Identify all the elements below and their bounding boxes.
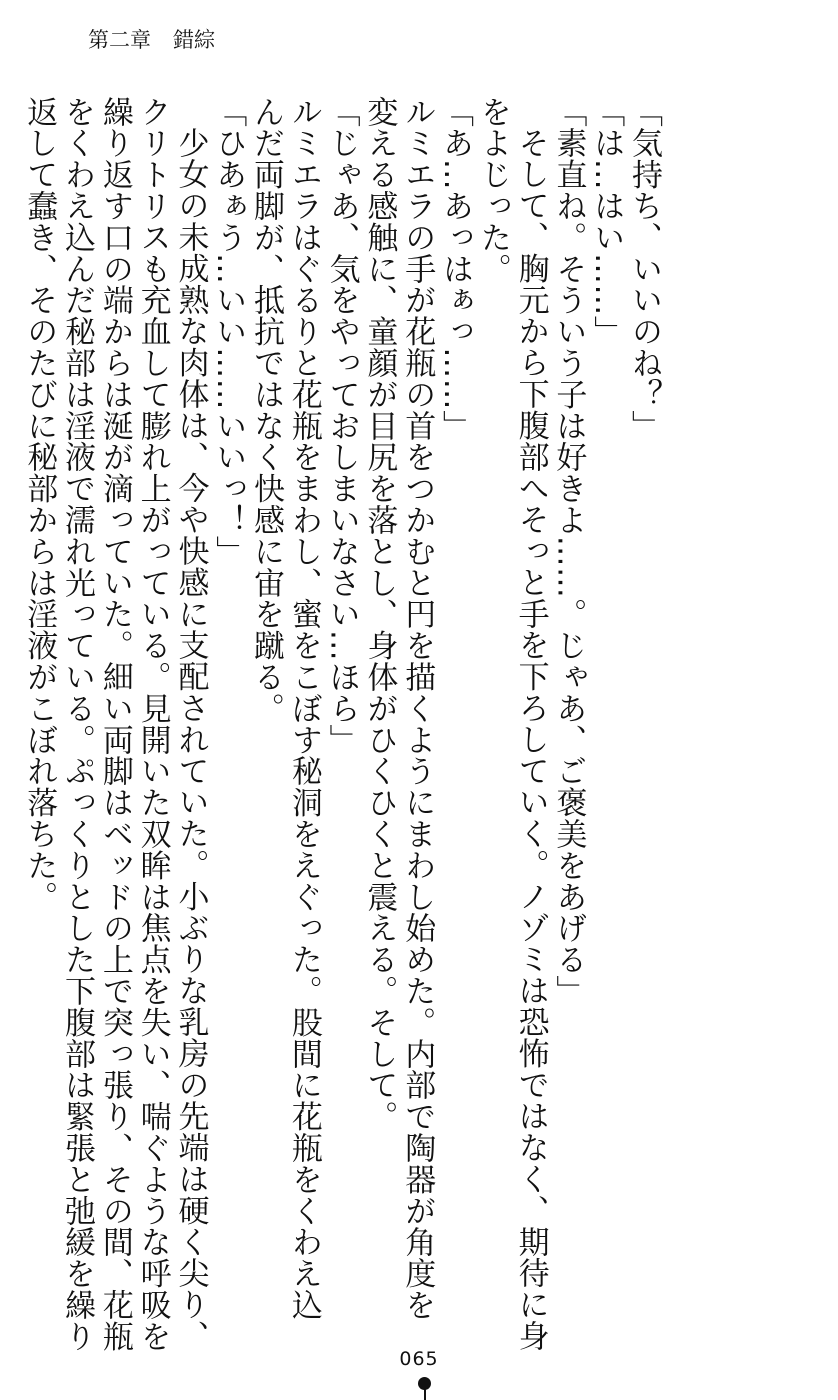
folio-stem [424,1389,426,1400]
text-line: クリトリスも充血して膨れ上がっている。見開いた双眸は焦点を失い、喘ぐような呼吸を [134,96,171,1352]
chapter-title: 錯綜 [173,28,215,52]
text-line: 「あ…あっはぁっ……」 [437,96,474,442]
text-line: 繰り返す口の端からは涎が滴っていた。細い両脚はベッドの上で突っ張り、その間、花瓶 [96,96,133,1352]
page-number: 065 [399,1348,439,1370]
chapter-number: 第二章 [88,28,151,52]
text-line: 返して蠢き、そのたびに秘部からは淫液がこぼれ落ちた。 [21,96,58,913]
text-line: 「ひあぁう…いい……いいっ！」 [210,96,247,567]
text-line: そして、胸元から下腹部へそっと手を下ろしていく。ノゾミは恐怖ではなく、期待に身 [512,127,549,1352]
text-line: をくわえ込んだ秘部は淫液で濡れ光っている。ぷっくりとした下腹部は緊張と弛緩を繰り [59,96,96,1352]
text-line: 「素直ね。そういう子は好きよ……。じゃあ、ご褒美をあげる」 [550,96,587,1007]
text-line: ルミエラの手が花瓶の首をつかむと円を描くようにまわし始めた。内部で陶器が角度を [399,96,436,1321]
text-line: 「は…はい……」 [588,96,625,348]
text-line: んだ両脚が、抵抗ではなく快感に宙を蹴る。 [248,96,285,724]
running-head [88,30,215,51]
text-line: 少女の未成熟な肉体は、今や快感に支配されていた。小ぶりな乳房の先端は硬く尖り、 [172,127,209,1352]
text-line: 「気持ち、いいのね？」 [626,96,662,442]
text-line: 「じゃあ、気をやっておしまいなさい…ほら」 [323,96,360,756]
text-line: 変える感触に、童顔が目尻を落とし、身体がひくひくと震える。そして。 [361,96,398,1133]
body-text [21,96,662,1352]
text-line: をよじった。 [474,96,511,285]
folio-marker-icon [418,1375,431,1400]
text-line: ルミエラはぐるりと花瓶をまわし、蜜をこぼす秘洞をえぐった。股間に花瓶をくわえ込 [285,96,322,1321]
